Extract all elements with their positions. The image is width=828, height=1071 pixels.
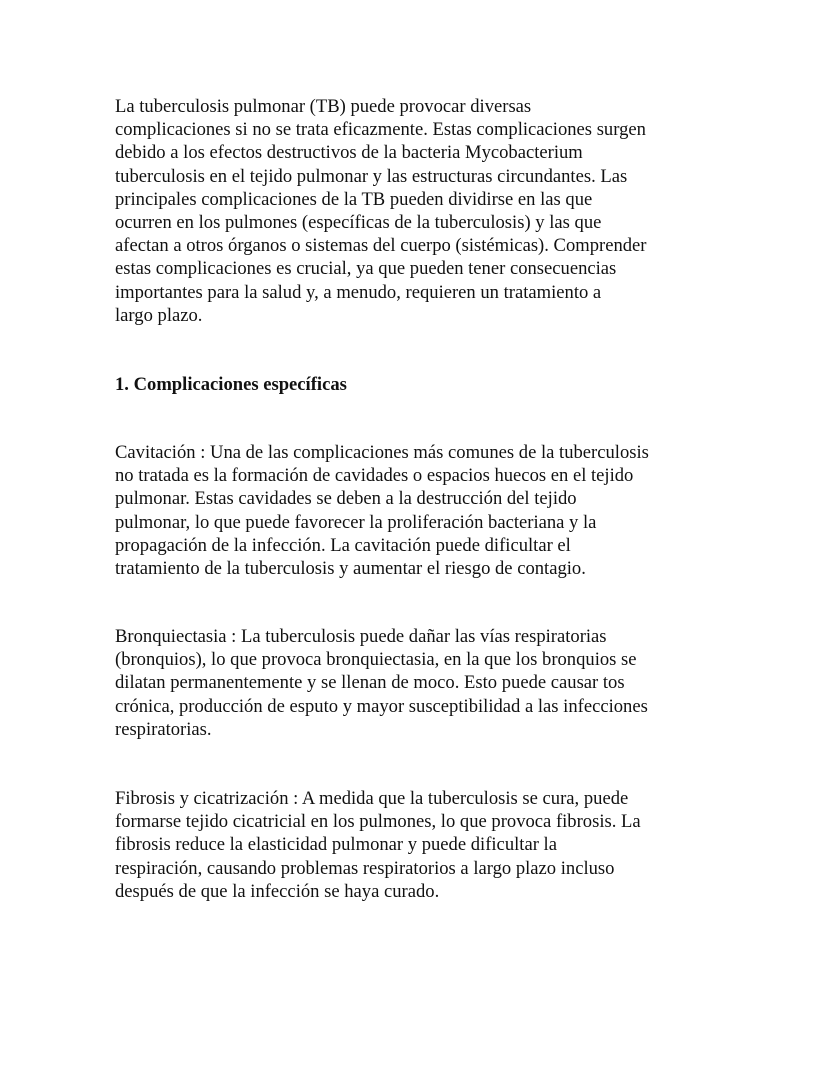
text-line: no tratada es la formación de cavidades o espacios huecos en el tejido xyxy=(115,465,634,487)
text-line: Bronquiectasia : La tuberculosis puede dañar las vías respiratorias xyxy=(115,626,607,647)
bronquiectasia-paragraph xyxy=(115,625,648,741)
text-line: fibrosis reduce la elasticidad pulmonar y puede dificultar la xyxy=(115,834,557,856)
text-line: La tuberculosis pulmonar (TB) puede provocar diversas xyxy=(115,96,532,117)
text-line: (bronquios), lo que provoca bronquiectasia, en la que los bronquios se xyxy=(115,649,637,671)
text-line: crónica, producción de esputo y mayor susceptibilidad a las infecciones xyxy=(115,695,648,717)
text-line: afectan a otros órganos o sistemas del cuerpo (sistémicas). Comprender xyxy=(115,235,647,257)
text-line: dilatan permanentemente y se llenan de moco. Esto puede causar tos xyxy=(115,672,625,694)
text-line: respiratorias. xyxy=(115,718,212,740)
text-line: principales complicaciones de la TB pueden dividirse en las que xyxy=(115,188,593,210)
text-line: importantes para la salud y, a menudo, requieren un tratamiento a xyxy=(115,281,602,303)
text-line: pulmonar. Estas cavidades se deben a la destrucción del tejido xyxy=(115,488,577,510)
intro-paragraph xyxy=(115,95,646,327)
text-line: tuberculosis en el tejido pulmonar y las estructuras circundantes. Las xyxy=(115,165,628,187)
text-line: complicaciones si no se trata eficazmente. Estas complicaciones surgen xyxy=(115,119,646,141)
cavitacion-paragraph xyxy=(115,441,649,580)
text-line: después de que la infección se haya curado. xyxy=(115,880,440,902)
text-line: tratamiento de la tuberculosis y aumentar el riesgo de contagio. xyxy=(115,557,586,579)
text-line: propagación de la infección. La cavitación puede dificultar el xyxy=(115,534,571,556)
section-heading xyxy=(115,373,347,396)
text-line: respiración, causando problemas respiratorios a largo plazo incluso xyxy=(115,857,615,879)
text-line: estas complicaciones es crucial, ya que pueden tener consecuencias xyxy=(115,258,617,280)
heading-text: 1. Complicaciones específicas xyxy=(115,374,347,395)
text-line: largo plazo. xyxy=(115,304,203,326)
text-line: Cavitación : Una de las complicaciones más comunes de la tuberculosis xyxy=(115,442,649,463)
text-line: pulmonar, lo que puede favorecer la proliferación bacteriana y la xyxy=(115,511,597,533)
text-line: Fibrosis y cicatrización : A medida que la tuberculosis se cura, puede xyxy=(115,788,629,809)
text-line: formarse tejido cicatricial en los pulmones, lo que provoca fibrosis. La xyxy=(115,811,641,833)
text-line: debido a los efectos destructivos de la bacteria Mycobacterium xyxy=(115,142,583,164)
fibrosis-paragraph xyxy=(115,787,641,903)
text-line: ocurren en los pulmones (específicas de la tuberculosis) y las que xyxy=(115,211,602,233)
